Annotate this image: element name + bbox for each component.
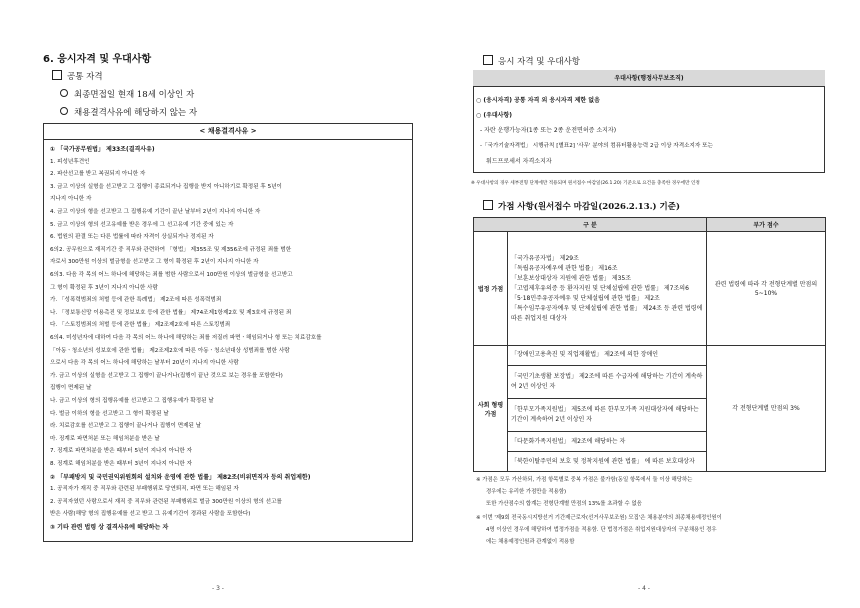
- right-heading-qualification: 응시 자격 및 우대사항: [483, 55, 580, 67]
- footnote: 경우에는 유리한 가점만을 적용함): [486, 489, 567, 495]
- footnote: 4명 이상인 경우에 해당하여 법정가점을 적용함. 단 법정가점은 취업지원대상자의 구분채용인 경우: [486, 527, 717, 533]
- disqualification-line: 6의2. 공무원으로 재직기간 중 직무와 관련하여 「형법」 제355조 및 제356조에 규정된 죄를 범한: [50, 246, 292, 253]
- disqualification-line: 마. 징계로 파면처분 또는 해임처분을 받은 날: [50, 435, 160, 442]
- disqualification-line: 그 형이 확정된 후 3년이 지나지 아니한 사람: [50, 284, 158, 291]
- disqualification-line: ② 「부패방지 및 국민권익위원회의 설치와 운영에 관한 법률」 제82조(비위면직자 등의 취업제한): [50, 473, 311, 481]
- checkbox-square-icon: [483, 55, 493, 65]
- disqualification-line: 2. 파산선고를 받고 복권되지 아니한 자: [50, 171, 146, 178]
- disqualification-line: 나. 「정보통신망 이용촉진 및 정보보호 등에 관한 법률」 제74조제1항제2호 및 제3호에 규정된 죄: [50, 309, 292, 316]
- preference-line: 워드프로세서 자격소지자: [486, 158, 552, 165]
- disqualification-line: ① 「국가공무원법」 제33조(결격사유): [50, 146, 155, 153]
- disqualification-line: 으로서 다음 각 목의 어느 하나에 해당하는 날부터 20년이 지나지 아니한 사람: [50, 360, 239, 367]
- legal-points: 관련 법령에 따라 각 전형단계별 만점의 5~10%: [707, 232, 826, 346]
- social-category: 사회 형평 가점: [474, 346, 508, 472]
- disqualification-line: 7. 징계로 파면처분을 받은 때부터 5년이 지나지 아니한 자: [50, 448, 192, 455]
- disqualification-line: 5. 금고 이상의 형의 선고유예를 받은 경우에 그 선고유예 기간 중에 있는 자: [50, 221, 234, 228]
- legal-laws-cell: [508, 232, 707, 346]
- col-header-category: 구 분: [474, 218, 707, 232]
- disqualification-line: 2. 공직자였던 사람으로서 재직 중 직무와 관련된 부패행위로 벌금 300만원 이상의 형의 선고를: [50, 498, 282, 505]
- preference-line: - 자란 운행가능자(1종 또는 2종 운전면허증 소지자): [480, 127, 617, 134]
- preference-note: ※ 우대사항의 경우 세부전형 단계에만 적용되며 원서접수 마감일(26.1.20) 기준으로 요건을 충족한 경우에만 인정: [471, 181, 700, 186]
- disqualification-line: 나. 금고 이상의 형의 집행유예를 선고받고 그 집행유예가 확정된 날: [50, 398, 214, 404]
- table-header-row: [474, 218, 826, 232]
- disqualification-line: ③ 기타 관련 법령 상 결격사유에 해당하는 자: [50, 524, 169, 531]
- right-heading-bonus: 가점 사항(원서접수 마감일(2026.2.13.) 기준): [483, 200, 680, 212]
- disqualification-title: < 채용결격사유 >: [43, 123, 413, 140]
- disqualification-line: 다. 벌금 이하의 형을 선고받고 그 형이 확정된 날: [50, 410, 169, 417]
- preference-line: -「국가기술자격법」 시행규칙 [별표2] '사무' 분야의 컴퓨터활용능력 2급 이상 자격소지자 또는: [480, 143, 713, 149]
- table-row: [474, 232, 826, 346]
- section-title: 6. 응시자격 및 우대사항: [43, 54, 152, 65]
- disqualification-line: 1. 공직자가 재직 중 직무와 관련된 부패행위로 당연퇴직, 파면 또는 해임된 자: [50, 486, 239, 493]
- social-item: 「한부모가족지원법」 제5조에 따른 한부모가족 지원대상자에 해당하는 기간이 계속하여 2년 이상인 자: [508, 399, 707, 432]
- circle-bullet-icon: [60, 107, 68, 115]
- disqualification-line: 6의4. 미성년자에 대하여 다음 각 목의 어느 하나에 해당하는 죄를 저질러 파면ㆍ해임되거나 형 또는 치료감호를: [50, 335, 322, 341]
- disqualification-line: 가. 「성폭력범죄의 처벌 등에 관한 특례법」 제2조에 따른 성폭력범죄: [50, 297, 222, 304]
- social-item: 「북한이탈주민의 보호 및 정착지원에 관한 법률」 에 따른 보호대상자: [508, 452, 707, 472]
- social-points: 각 전형단계별 만점의 3%: [707, 346, 826, 472]
- preference-line: ○ (우대사항): [476, 112, 512, 119]
- law-item: 「5·18민주유공자예우 및 단체설립에 관한 법률」 제2조: [511, 294, 660, 302]
- qualification-item: 채용결격사유에 해당하지 않는 자: [60, 106, 197, 118]
- law-item: 「국가유공자법」 제29조: [511, 254, 579, 262]
- legal-category: 법정 가점: [474, 232, 508, 346]
- preference-title: 우대사항(행정사무보조직): [473, 70, 825, 87]
- disqualification-line: 4. 금고 이상의 형을 선고받고 그 집행유예 기간이 끝난 날부터 2년이 지나지 아니한 자: [50, 209, 261, 215]
- disqualification-line: 6. 법원의 판결 또는 다른 법률에 따라 자격이 상실되거나 정지된 자: [50, 234, 214, 241]
- circle-bullet-icon: [60, 89, 68, 97]
- disqualification-line: 받은 사람(해당 형의 집행유예를 선고 받고 그 유예기간이 경과된 사람을 포함한다): [50, 511, 251, 518]
- law-item: 「특수임무유공자예우 및 단체설립에 관한 법률」 제24조 등 관련 법령에 따른 취업지원 대상자: [511, 304, 703, 322]
- disqualification-line: 가. 금고 이상의 실형을 선고받고 그 집행이 끝나거나(집행이 끝난 것으로 보는 경우를 포함한다): [50, 372, 283, 379]
- col-header-points: 부가 점수: [707, 218, 826, 232]
- social-item: 「국민기초생활 보장법」 제2조에 따른 수급자에 해당하는 기간이 계속하여 2년 이상인 자: [508, 365, 707, 398]
- disqualification-line: 3. 금고 이상의 실형을 선고받고 그 집행이 종료되거나 집행을 받지 아니하기로 확정된 후 5년이: [50, 183, 282, 190]
- qualification-item: 최종면접일 현재 18세 이상인 자: [60, 88, 194, 100]
- page-number-right: - 4 -: [638, 585, 650, 592]
- checkbox-square-icon: [52, 70, 62, 80]
- disqualification-line: 8. 징계로 해임처분을 받은 때부터 3년이 지나지 아니한 자: [50, 461, 192, 467]
- table-row: [474, 346, 826, 366]
- bonus-table: [473, 217, 826, 472]
- preference-line: ○ (응시자격) 공통 자격 외 응시자격 제한 없음: [476, 97, 600, 104]
- disqualification-line: 6의3. 다음 각 목의 어느 하나에 해당하는 죄를 범한 사람으로서 100만원 이상의 벌금형을 선고받고: [50, 272, 293, 278]
- disqualification-line: 자로서 300만원 이상의 벌금형을 선고받고 그 형이 확정된 후 2년이 지나지 아니한 자: [50, 259, 259, 266]
- footnote: ※ 가점은 모두 가산하되, 가점 항목별로 중복 가점은 불가함(동일 항목에서 둘 이상 해당하는: [476, 477, 693, 483]
- page-number-left: - 3 -: [212, 585, 224, 592]
- common-qualification-heading: 공통 자격: [52, 70, 103, 82]
- footnote: 또한 가산점수의 합계는 전형단계별 만점의 13%를 초과할 수 없음: [486, 501, 642, 507]
- social-item: 「장애인고용촉진 및 직업재활법」 제2조에 의한 장애인: [508, 346, 707, 366]
- disqualification-line: 라. 치료감호를 선고받고 그 집행이 끝나거나 집행이 면제된 날: [50, 423, 202, 430]
- law-item: 「보훈보상대상자 지원에 관한 법률」 제35조: [511, 274, 632, 282]
- footnote: 에는 채용예정인원과 관계없이 적용함: [486, 539, 575, 545]
- disqualification-line: 「아동ㆍ청소년의 성보호에 관한 법률」 제2조제2호에 따른 아동ㆍ청소년대상 성범죄를 범한 사람: [50, 347, 290, 354]
- checkbox-square-icon: [483, 200, 493, 210]
- disqualification-line: 다. 「스토킹범죄의 처벌 등에 관한 법률」 제2조제2호에 따른 스토킹범죄: [50, 322, 231, 329]
- disqualification-line: 1. 피성년후견인: [50, 158, 90, 165]
- disqualification-line: 집행이 면제된 날: [50, 385, 92, 392]
- law-item: 「고엽제후유의증 등 환자지원 및 단체설립에 관한 법률」 제7조의6: [511, 284, 689, 292]
- social-item: 「다문화가족지원법」 제2조에 해당하는 자: [508, 432, 707, 452]
- law-item: 「독립유공자예우에 관한 법률」 제16조: [511, 264, 618, 272]
- disqualification-line: 지나지 아니한 자: [50, 196, 92, 203]
- footnote: ※ 이번 '제9회 전국동시지방선거 기간제근로자(선거사무보조원) 모집'은 채용분야의 최종채용예정인원이: [476, 515, 722, 521]
